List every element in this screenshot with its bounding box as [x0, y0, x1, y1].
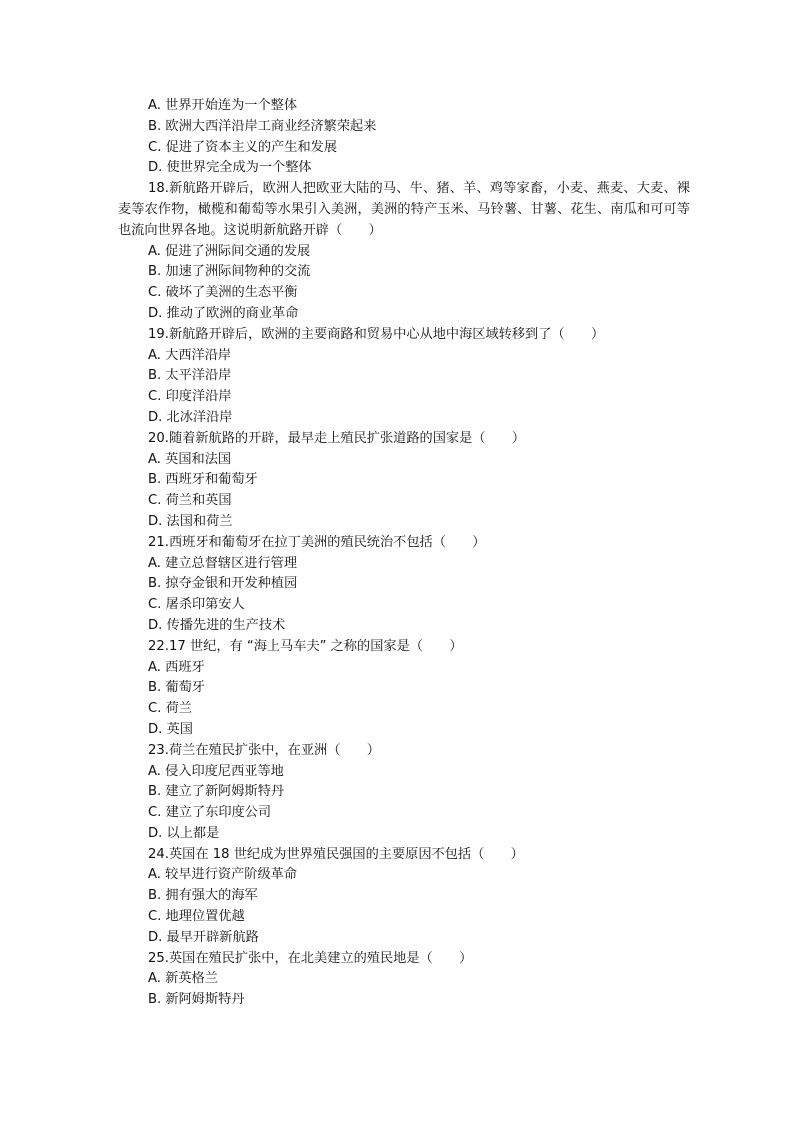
- option: B. 葡萄牙: [148, 680, 205, 696]
- option: B. 西班牙和葡萄牙: [148, 472, 258, 488]
- option: C. 荷兰: [148, 701, 192, 717]
- question-stem: 24.英国在 18 世纪成为世界殖民强国的主要原因不包括（ ）: [148, 846, 524, 862]
- option: A. 世界开始连为一个整体: [148, 98, 298, 113]
- option: B. 建立了新阿姆斯特丹: [148, 784, 285, 800]
- option: A. 建立总督辖区进行管理: [148, 555, 298, 571]
- option: B. 掠夺金银和开发种植园: [148, 576, 298, 592]
- option: D. 法国和荷兰: [148, 513, 233, 529]
- option: C. 屠杀印第安人: [148, 597, 245, 613]
- question-stem: 25.英国在殖民扩张中，在北美建立的殖民地是（ ）: [148, 950, 473, 966]
- option: A. 促进了洲际间交通的发展: [148, 243, 311, 259]
- option: D. 传播先进的生产技术: [148, 617, 286, 633]
- option: A. 英国和法国: [148, 451, 232, 467]
- option: D. 推动了欧洲的商业革命: [148, 305, 299, 321]
- option: C. 促进了资本主义的产生和发展: [148, 139, 338, 155]
- option: D. 使世界完全成为一个整体: [148, 160, 312, 176]
- option: C. 印度洋沿岸: [148, 389, 232, 405]
- question-stem: 20.随着新航路的开辟，最早走上殖民扩张道路的国家是（ ）: [148, 430, 526, 446]
- question-stem: 21.西班牙和葡萄牙在拉丁美洲的殖民统治不包括（ ）: [148, 534, 486, 550]
- question-stem: 18.新航路开辟后，欧洲人把欧亚大陆的马、牛、猪、羊、鸡等家畜，小麦、燕麦、大麦、裸麦等农作物，橄榄和葡萄等水果引入美洲，美洲的特产玉米、马铃薯、甘薯、花生、南瓜和可可等也流向世界各地。这说明新航路开辟（ ）: [118, 181, 690, 238]
- option: D. 最早开辟新航路: [148, 929, 259, 945]
- option: B. 拥有强大的海军: [148, 888, 258, 904]
- option: A. 较早进行资产阶级革命: [148, 867, 298, 883]
- option: A. 大西洋沿岸: [148, 347, 232, 363]
- option: B. 加速了洲际间物种的交流: [148, 264, 311, 280]
- option: D. 英国: [148, 721, 193, 737]
- option: D. 北冰洋沿岸: [148, 409, 233, 425]
- question-stem: 22.17 世纪，有 “海上马车夫” 之称的国家是（ ）: [148, 638, 463, 654]
- option: B. 太平洋沿岸: [148, 368, 232, 384]
- option: A. 侵入印度尼西亚等地: [148, 763, 284, 779]
- option: A. 西班牙: [148, 659, 205, 675]
- option: C. 地理位置优越: [148, 909, 245, 925]
- option: C. 荷兰和英国: [148, 493, 232, 509]
- question-list: [118, 96, 690, 1011]
- option: D. 以上都是: [148, 825, 220, 841]
- option: B. 欧洲大西洋沿岸工商业经济繁荣起来: [148, 118, 377, 134]
- option: A. 新英格兰: [148, 971, 218, 987]
- question-stem: 19.新航路开辟后，欧洲的主要商路和贸易中心从地中海区域转移到了（ ）: [148, 326, 605, 342]
- question-stem: 23.荷兰在殖民扩张中，在亚洲（ ）: [148, 742, 380, 758]
- option: B. 新阿姆斯特丹: [148, 992, 245, 1008]
- option: C. 建立了东印度公司: [148, 805, 272, 821]
- option: C. 破坏了美洲的生态平衡: [148, 285, 298, 301]
